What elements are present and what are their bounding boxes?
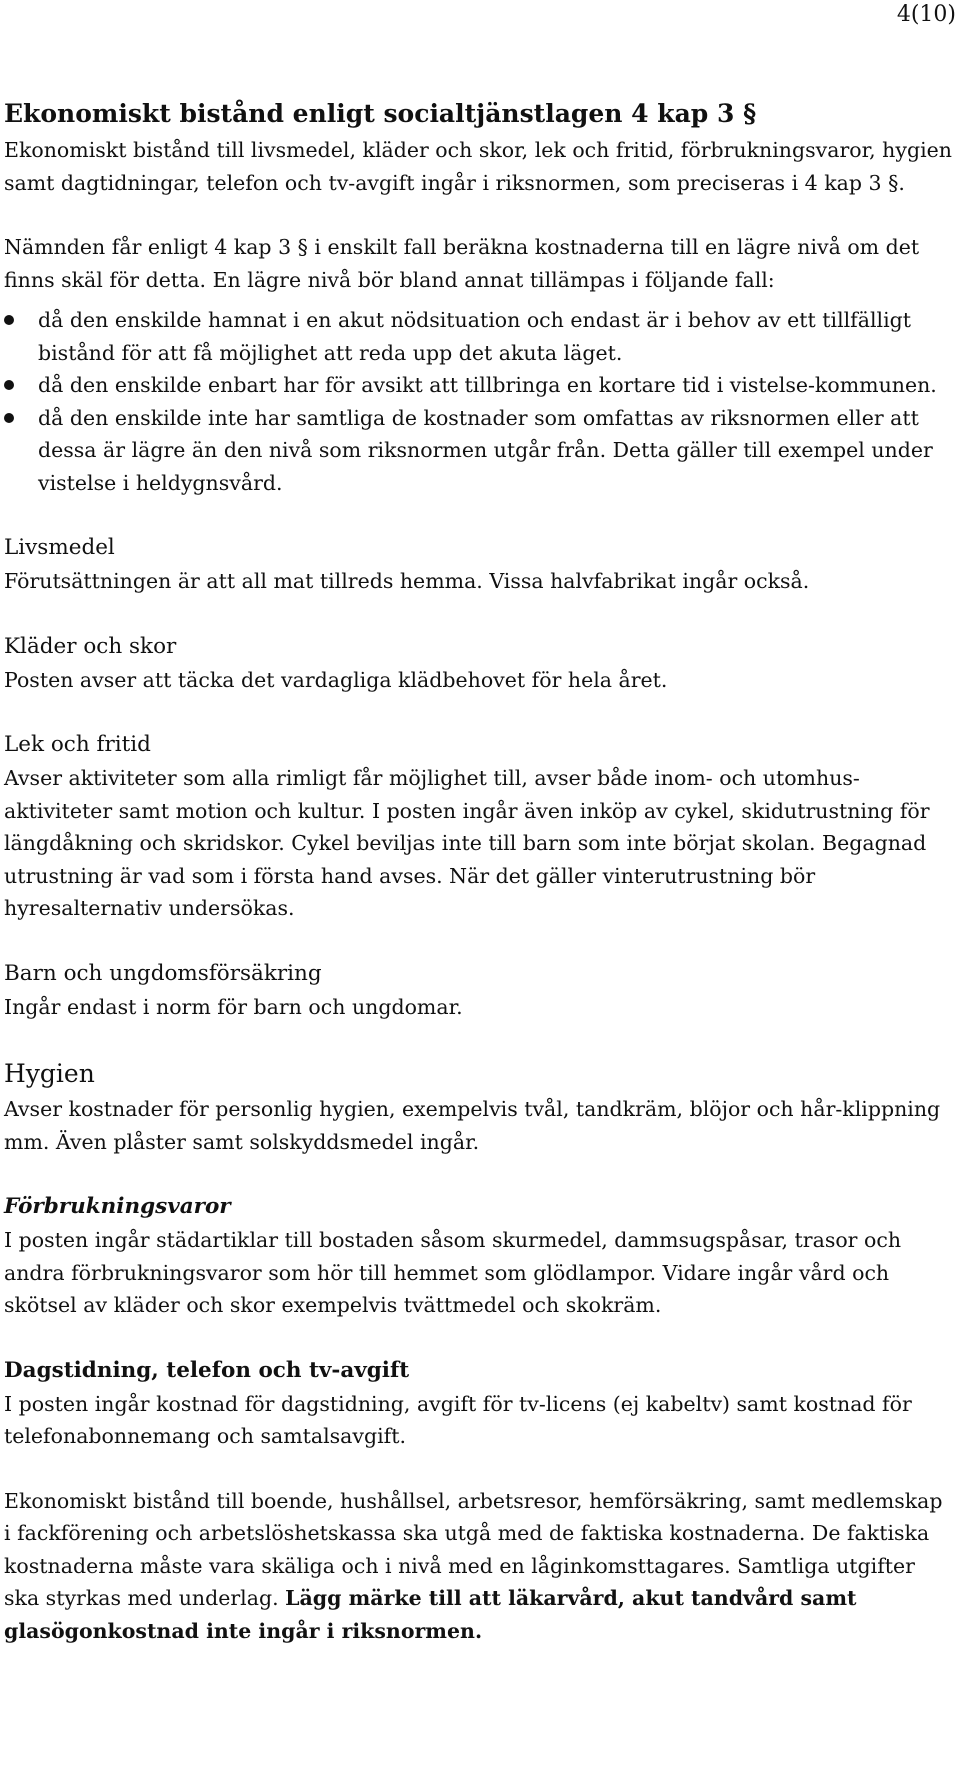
- list-item-text: då den enskilde enbart har för avsikt att tillbringa en kortare tid i vistelse-kommunen.: [38, 373, 937, 397]
- list-item: [4, 369, 954, 402]
- bullet-icon: [4, 315, 14, 325]
- final-paragraph-emphasis: Lägg märke till att läkarvård, akut tandvård samt glasögonkostnad inte ingår i riksnormen.: [4, 1586, 857, 1643]
- section-heading-lek: Lek och fritid: [4, 732, 151, 757]
- section-heading-forsakring: Barn och ungdomsförsäkring: [4, 960, 322, 986]
- lower-level-paragraph: Nämnden får enligt 4 kap 3 § i enskilt fall beräkna kostnaderna till en lägre nivå om det finns skäl för detta. En lägre nivå bör bland annat tillämpas i följande fall:: [4, 235, 920, 292]
- lower-level-cases-list: [4, 304, 954, 499]
- list-item-text: då den enskilde hamnat i en akut nödsituation och endast är i behov av ett tillfälligt bistånd för att få möjlighet att reda upp det akuta läget.: [38, 308, 912, 365]
- section-text-dagstidning: I posten ingår kostnad för dagstidning, avgift för tv-licens (ej kabeltv) samt kostnad för telefonabonnemang och samtalsavgift.: [4, 1391, 912, 1448]
- list-item: [4, 304, 954, 369]
- intro-paragraph: Ekonomiskt bistånd till livsmedel, kläder och skor, lek och fritid, förbrukningsvaror, hygien samt dagtidningar, telefon och tv-avgift ingår i riksnormen, som preciseras i 4 kap 3 §.: [4, 138, 952, 195]
- page-number: 4(10): [896, 2, 956, 27]
- section-heading-livsmedel: Livsmedel: [4, 535, 115, 560]
- bullet-icon: [4, 413, 14, 423]
- section-heading-hygien: Hygien: [4, 1059, 95, 1088]
- section-heading-dagstidning: Dagstidning, telefon och tv-avgift: [4, 1357, 410, 1383]
- main-heading: Ekonomiskt bistånd enligt socialtjänstlagen 4 kap 3 §: [4, 99, 757, 128]
- final-paragraph: [4, 1485, 954, 1648]
- section-heading-klader: Kläder och skor: [4, 633, 177, 659]
- list-item: [4, 402, 954, 500]
- section-text-lek: Avser aktiviteter som alla rimligt får möjlighet till, avser både inom- och utomhus-aktiviteter samt motion och kultur. I posten ingår även inköp av cykel, skidutrustning för längdåkning och skridskor. Cykel beviljas inte till barn som inte börjat skolan. Begagnad utrustning är vad som i första hand avses. När det gäller vinterutrustning bör hyresalternativ undersökas.: [4, 766, 930, 920]
- section-text-hygien: Avser kostnader för personlig hygien, exempelvis tvål, tandkräm, blöjor och hår-klippning mm. Även plåster samt solskyddsmedel ingår.: [4, 1097, 941, 1154]
- list-item-text: då den enskilde inte har samtliga de kostnader som omfattas av riksnormen eller att dessa är lägre än den nivå som riksnormen utgår från. Detta gäller till exempel under vistelse i heldygnsvård.: [38, 405, 933, 495]
- document-content: [4, 96, 954, 1647]
- final-paragraph-text: Ekonomiskt bistånd till boende, hushållsel, arbetsresor, hemförsäkring, samt medlemskap i fackförening och arbetslöshetskassa ska utgå med de faktiska kostnaderna. De faktiska kostnaderna måste vara skäliga och i nivå med en låginkomsttagares. Samtliga utgifter ska styrkas med underlag.: [4, 1488, 943, 1610]
- section-text-livsmedel: Förutsättningen är att all mat tillreds hemma. Vissa halvfabrikat ingår också.: [4, 569, 810, 593]
- section-heading-forbrukning: Förbrukningsvaror: [4, 1194, 231, 1219]
- bullet-icon: [4, 380, 14, 390]
- section-text-forbrukning: I posten ingår städartiklar till bostaden såsom skurmedel, dammsugspåsar, trasor och andra förbrukningsvaror som hör till hemmet som glödlampor. Vidare ingår vård och skötsel av kläder och skor exempelvis tvättmedel och skokräm.: [4, 1228, 902, 1317]
- section-text-klader: Posten avser att täcka det vardagliga klädbehovet för hela året.: [4, 667, 668, 692]
- section-text-forsakring: Ingår endast i norm för barn och ungdomar.: [4, 994, 463, 1019]
